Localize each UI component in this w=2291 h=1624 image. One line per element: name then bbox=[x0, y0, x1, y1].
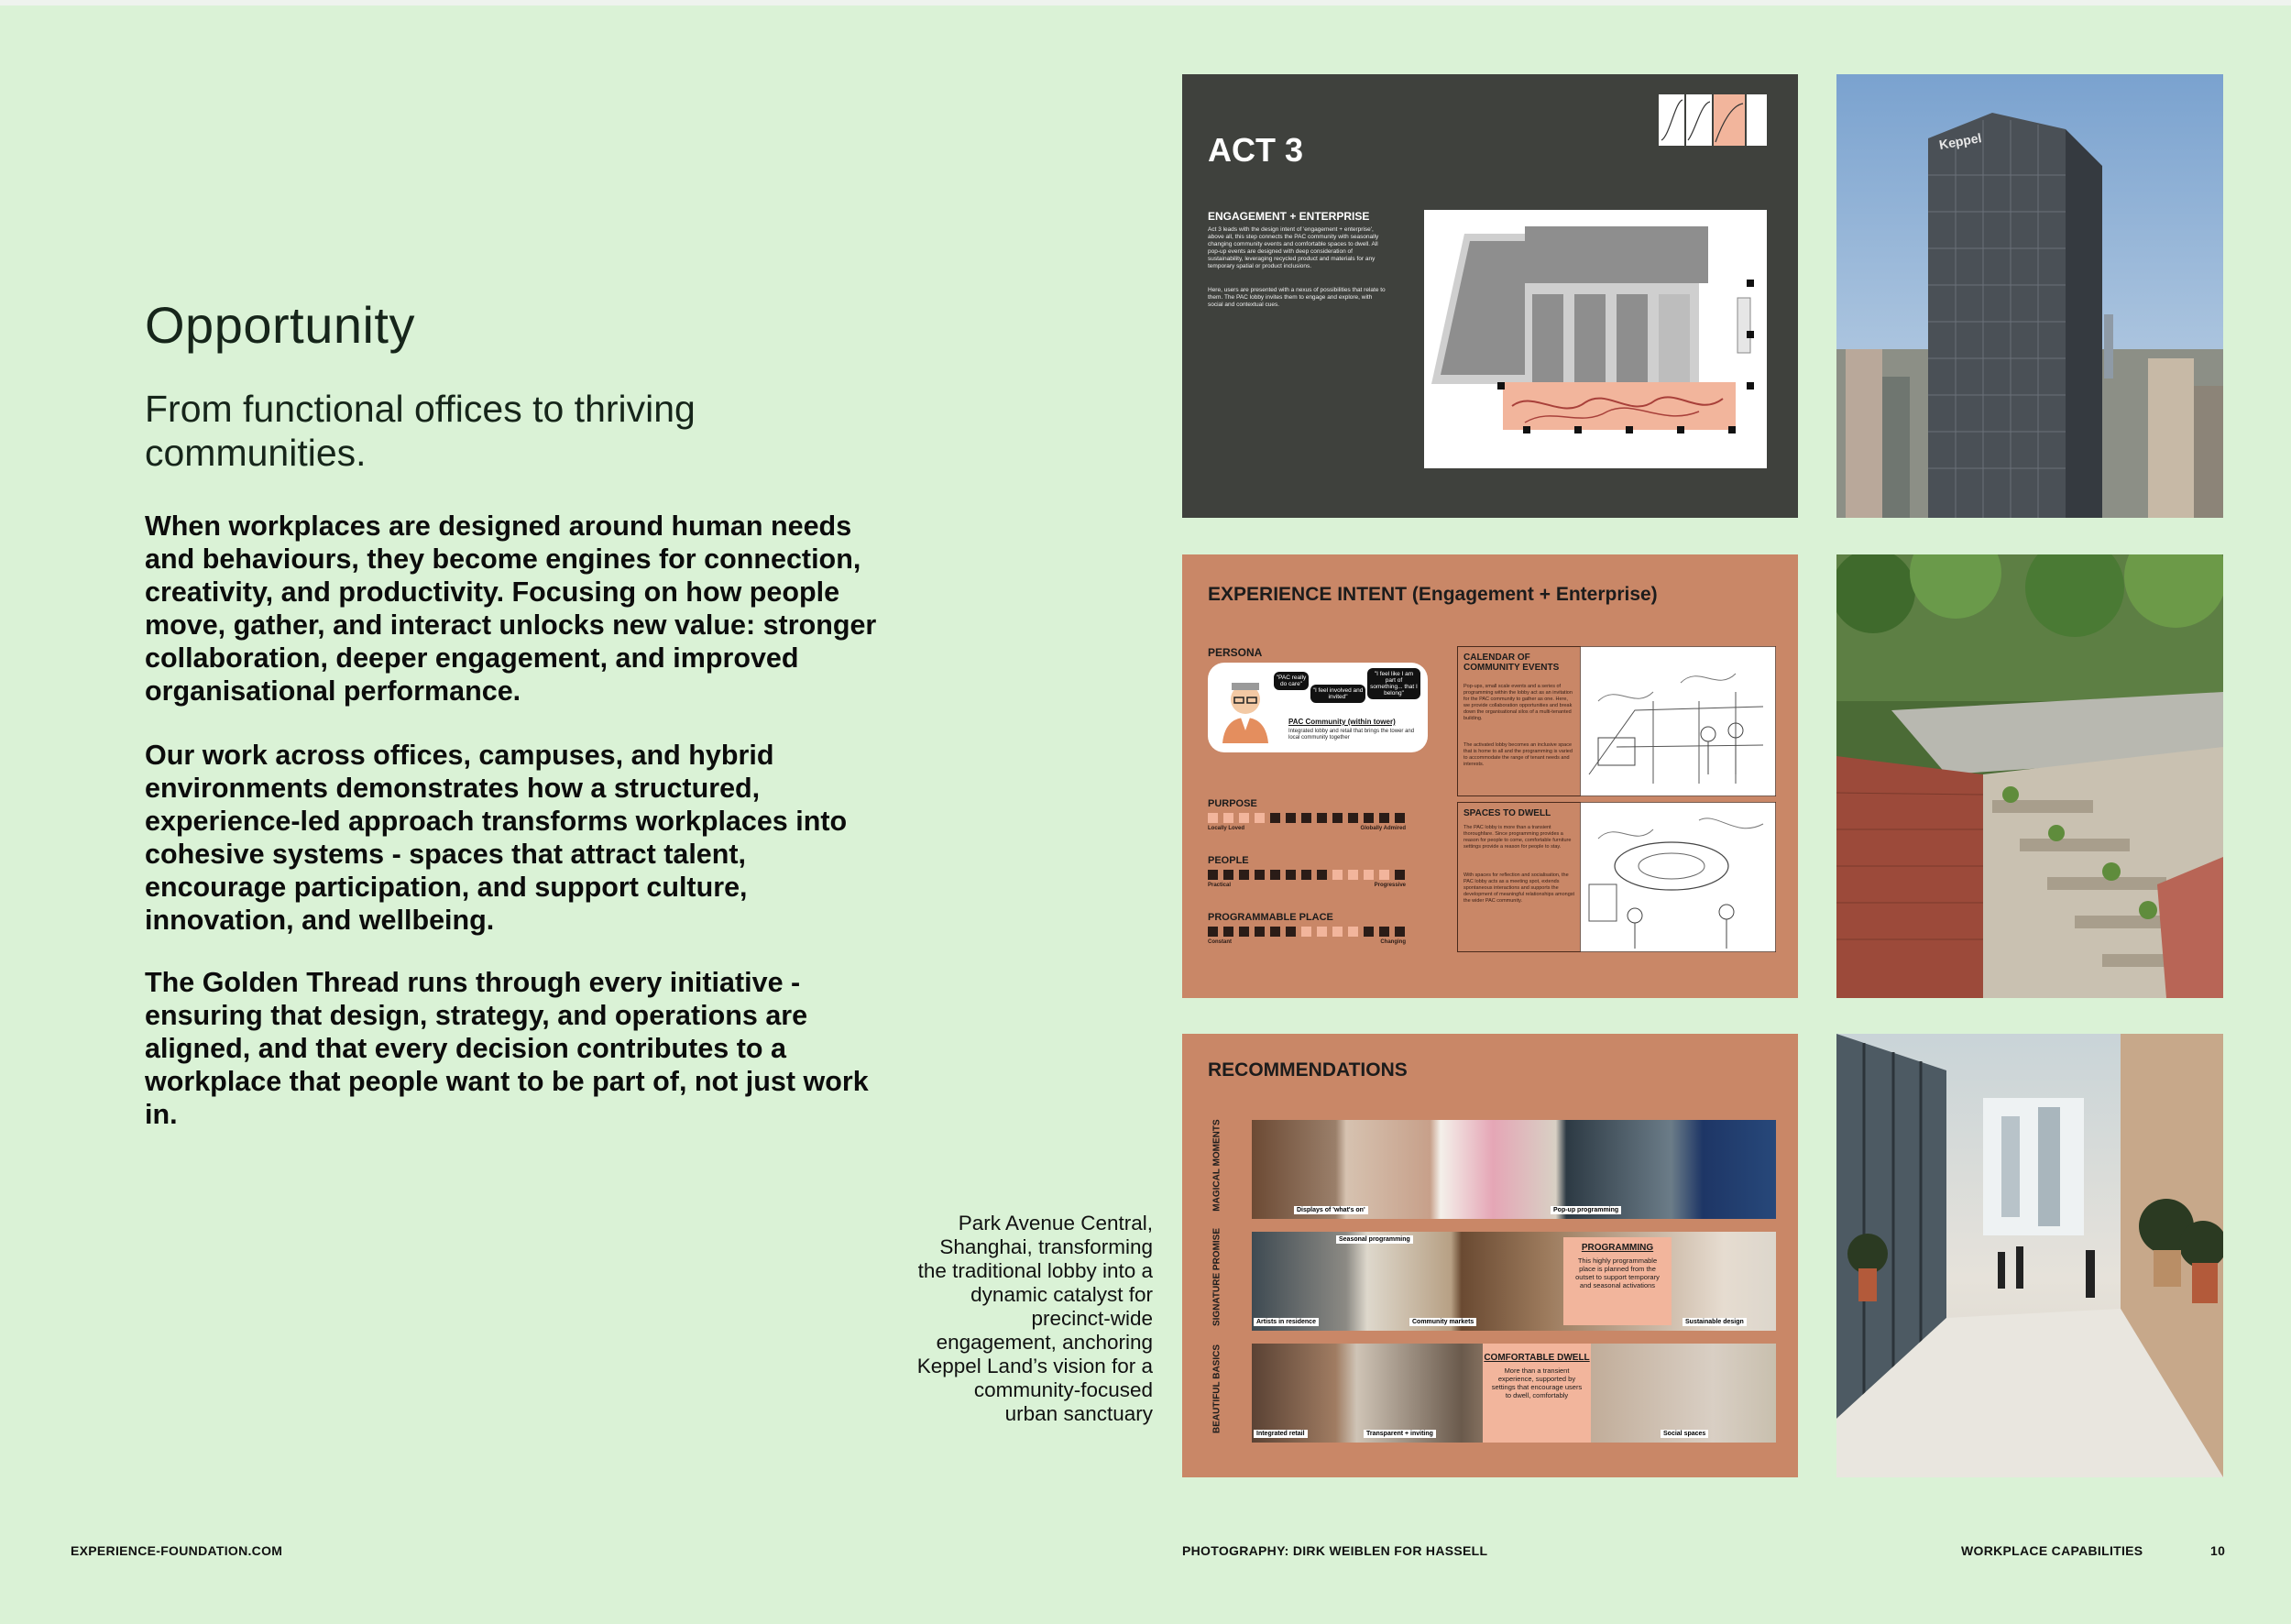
slider-3-square bbox=[1348, 927, 1358, 937]
slider-3-square bbox=[1239, 927, 1249, 937]
slider-1-square bbox=[1379, 813, 1389, 823]
dwell-sketch bbox=[1580, 802, 1776, 952]
rec-row-2-label-wrap bbox=[1208, 1227, 1226, 1331]
slider-2-square bbox=[1379, 870, 1389, 880]
recommendations-title: RECOMMENDATIONS bbox=[1208, 1059, 1408, 1081]
terrace-illustration bbox=[1836, 554, 2223, 998]
slider-1-square bbox=[1239, 813, 1249, 823]
persona-label: PERSONA bbox=[1208, 646, 1263, 659]
slider-3-square bbox=[1364, 927, 1374, 937]
slider-2-square bbox=[1208, 870, 1218, 880]
slider-1-left-label: Locally Loved bbox=[1208, 826, 1245, 831]
events-sketch bbox=[1580, 646, 1776, 796]
slider-3-left-label: Constant bbox=[1208, 939, 1232, 945]
comfortable-dwell-text: More than a transient experience, supported by settings that encourage users to dwell, comfortably bbox=[1491, 1366, 1583, 1399]
slider-3-right-label: Changing bbox=[1380, 939, 1406, 945]
rec-tag-retail: Integrated retail bbox=[1254, 1430, 1308, 1438]
act3-text-2: Here, users are presented with a nexus of possibilities that relate to them. The PAC lobby invites them to engage and explore, with social and contextual cues. bbox=[1208, 287, 1386, 308]
slider-name-3: PROGRAMMABLE PLACE bbox=[1208, 912, 1333, 923]
slider-2-square bbox=[1286, 870, 1296, 880]
rec-tag-sustainable: Sustainable design bbox=[1683, 1318, 1747, 1326]
act3-subtitle: ENGAGEMENT + ENTERPRISE bbox=[1208, 210, 1370, 223]
page-subheading: From functional offices to thriving communities. bbox=[145, 388, 696, 474]
comfortable-dwell-box bbox=[1483, 1344, 1591, 1443]
programming-title: PROGRAMMING bbox=[1581, 1243, 1654, 1253]
slider-2-square bbox=[1364, 870, 1374, 880]
persona-bubble-2: "I feel involved and invited" bbox=[1310, 685, 1365, 703]
slider-2-right-label: Progressive bbox=[1374, 883, 1406, 888]
slider-1-square bbox=[1208, 813, 1218, 823]
slider-3-square bbox=[1255, 927, 1265, 937]
rec-row-1-label-wrap bbox=[1208, 1120, 1226, 1219]
page-heading: Opportunity bbox=[145, 296, 415, 354]
experience-intent-panel bbox=[1182, 554, 1798, 998]
rec-tag-artists: Artists in residence bbox=[1254, 1318, 1319, 1326]
slider-1-square bbox=[1255, 813, 1265, 823]
slider-3-square bbox=[1286, 927, 1296, 937]
footer-website: EXPERIENCE-FOUNDATION.COM bbox=[71, 1543, 283, 1558]
terrace-photo bbox=[1836, 554, 2223, 998]
photo-caption: Park Avenue Central, Shanghai, transforming the traditional lobby into a dynamic catalyst for precinct-wide engagement, anchoring Keppel Land’s vision for a community-focused urban sanctuary bbox=[916, 1212, 1153, 1425]
rec-tag-seasonal: Seasonal programming bbox=[1336, 1235, 1413, 1244]
rec-row-1-photos bbox=[1252, 1120, 1776, 1219]
page-number: 10 bbox=[2210, 1543, 2226, 1558]
dwell-title: SPACES TO DWELL bbox=[1463, 808, 1551, 818]
lobby-photo bbox=[1836, 1034, 2223, 1477]
slider-3-square bbox=[1270, 927, 1280, 937]
act3-title: ACT 3 bbox=[1208, 131, 1304, 169]
slider-2-square bbox=[1348, 870, 1358, 880]
rec-tag-transparent: Transparent + inviting bbox=[1364, 1430, 1436, 1438]
rec-row-3-label-wrap bbox=[1208, 1344, 1226, 1443]
dwell-text-1: The PAC lobby is more than a transient thoroughfare. Since programming provides a reason for people to come, comfortable furniture settings provide a reason for people to stay. bbox=[1463, 825, 1572, 850]
persona-name: PAC Community (within tower) bbox=[1288, 718, 1396, 726]
footer-photo-credit: PHOTOGRAPHY: DIRK WEIBLEN FOR HASSELL bbox=[1182, 1543, 1488, 1558]
dwell-box bbox=[1457, 802, 1582, 952]
programming-text: This highly programmable place is planned from the outset to support temporary and seasonal activations bbox=[1575, 1256, 1660, 1289]
act-progress-icon bbox=[1659, 94, 1767, 146]
rec-row-1-label: MAGICAL MOMENTS bbox=[1211, 1119, 1222, 1212]
rec-row-3-label: BEAUTIFUL BASICS bbox=[1211, 1344, 1222, 1434]
calendar-text-2: The activated lobby becomes an inclusive space that is home to all and the programming is varied to accommodate the range of tenant needs and interests. bbox=[1463, 742, 1573, 767]
slider-3-square bbox=[1332, 927, 1343, 937]
slider-2-square bbox=[1223, 870, 1233, 880]
slider-2-square bbox=[1317, 870, 1327, 880]
persona-bubble-1: "PAC really do care" bbox=[1274, 672, 1309, 690]
body-paragraph-3: The Golden Thread runs through every initiative - ensuring that design, strategy, and operations are aligned, and that every decision contributes to a workplace that people want to be part of, not just work in. bbox=[145, 967, 869, 1130]
slider-name-1: PURPOSE bbox=[1208, 798, 1257, 809]
lobby-illustration bbox=[1836, 1034, 2223, 1477]
persona-description: Integrated lobby and retail that brings the tower and local community together bbox=[1288, 729, 1415, 741]
slider-1-square bbox=[1332, 813, 1343, 823]
building-sign: Keppel bbox=[1937, 130, 1983, 152]
slider-3-square bbox=[1379, 927, 1389, 937]
act3-text-1: Act 3 leads with the design intent of 'engagement + enterprise', above all, this step connects the PAC community with seasonally changing community events and comfortable spaces to dwell. All pop-up events are designed with deep consideration of sustainability, leveraging recycled product and materials for any temporary spatial or product inclusions. bbox=[1208, 226, 1379, 269]
slider-1-square bbox=[1364, 813, 1374, 823]
tower-illustration bbox=[1836, 74, 2223, 518]
slider-2-square bbox=[1301, 870, 1311, 880]
slider-name-2: PEOPLE bbox=[1208, 855, 1249, 866]
slider-1-square bbox=[1348, 813, 1358, 823]
top-edge bbox=[0, 0, 2291, 5]
recommendations-panel bbox=[1182, 1034, 1798, 1477]
slider-3-square bbox=[1223, 927, 1233, 937]
floor-plan-diagram bbox=[1424, 210, 1767, 468]
slider-1-square bbox=[1317, 813, 1327, 823]
slider-2-square bbox=[1395, 870, 1405, 880]
comfortable-dwell-title: COMFORTABLE DWELL bbox=[1484, 1353, 1590, 1363]
slider-2-square bbox=[1332, 870, 1343, 880]
slider-1-square bbox=[1286, 813, 1296, 823]
slider-2-square bbox=[1255, 870, 1265, 880]
act3-panel bbox=[1182, 74, 1798, 518]
rec-row-2-photos bbox=[1252, 1232, 1776, 1331]
calendar-text-1: Pop-ups, small scale events and a series of programming within the lobby act as an invitation for the PAC community to gather as one. Here, we provide collaboration opportunities and break down the organisational silos of a multi-tenanted building. bbox=[1463, 684, 1573, 721]
calendar-title: CALENDAR OF COMMUNITY EVENTS bbox=[1463, 653, 1560, 673]
intent-title: EXPERIENCE INTENT (Engagement + Enterprise) bbox=[1208, 584, 1658, 605]
programming-box bbox=[1563, 1237, 1672, 1325]
persona-card bbox=[1208, 663, 1428, 752]
footer-section: WORKPLACE CAPABILITIES bbox=[1961, 1543, 2143, 1558]
persona-avatar-icon bbox=[1219, 677, 1272, 743]
rec-tag-popup: Pop-up programming bbox=[1551, 1206, 1621, 1214]
slider-2-left-label: Practical bbox=[1208, 883, 1232, 888]
rec-tag-social: Social spaces bbox=[1661, 1430, 1708, 1438]
slider-1-square bbox=[1270, 813, 1280, 823]
body-paragraph-1: When workplaces are designed around human needs and behaviours, they become engines for connection, creativity, and productivity. Focusing on how people move, gather, and interact unlocks new value: stronger collaboration, deeper engagement, and improved organisational performance. bbox=[145, 510, 877, 707]
slider-1-right-label: Globally Admired bbox=[1360, 826, 1406, 831]
slider-2-square bbox=[1239, 870, 1249, 880]
persona-bubble-3: "I feel like I am part of something... that I belong" bbox=[1367, 668, 1420, 699]
dwell-text-2: With spaces for reflection and socialisation, the PAC lobby acts as a meeting spot, extends spontaneous interactions and supports the development of meaningful relationships amongst the wider PAC community. bbox=[1463, 872, 1575, 904]
slider-1-square bbox=[1223, 813, 1233, 823]
slider-3-square bbox=[1317, 927, 1327, 937]
rec-row-3-photos bbox=[1252, 1344, 1776, 1443]
slider-3-square bbox=[1301, 927, 1311, 937]
calendar-box bbox=[1457, 646, 1582, 796]
rec-tag-markets: Community markets bbox=[1409, 1318, 1476, 1326]
rec-tag-displays: Displays of 'what's on' bbox=[1294, 1206, 1368, 1214]
slider-2-square bbox=[1270, 870, 1280, 880]
body-paragraph-2: Our work across offices, campuses, and hybrid environments demonstrates how a structured, experience-led approach transforms workplaces into cohesive systems - spaces that attract talent, encourage participation, and support culture, innovation, and wellbeing. bbox=[145, 740, 848, 936]
rec-row-2-label: SIGNATURE PROMISE bbox=[1211, 1227, 1222, 1327]
slider-1-square bbox=[1395, 813, 1405, 823]
slider-3-square bbox=[1208, 927, 1218, 937]
slider-1-square bbox=[1301, 813, 1311, 823]
tower-photo bbox=[1836, 74, 2223, 518]
slider-3-square bbox=[1395, 927, 1405, 937]
